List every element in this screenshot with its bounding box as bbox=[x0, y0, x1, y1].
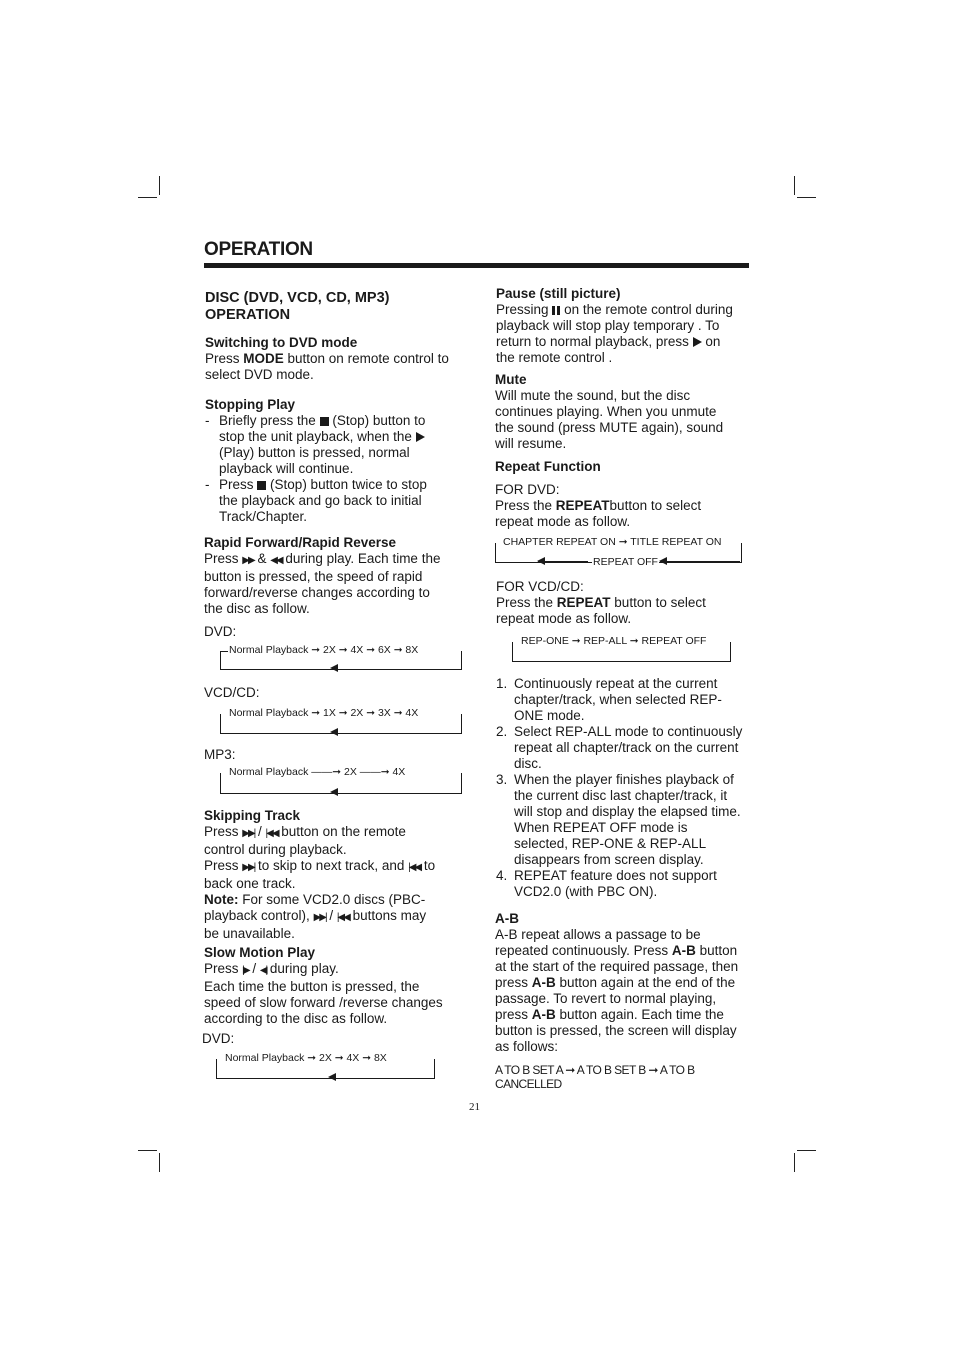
list-number: 1. bbox=[496, 676, 508, 691]
text-run: (Stop) button to bbox=[332, 413, 426, 428]
repeat-dvd-text bbox=[495, 482, 760, 530]
mute-title: Mute bbox=[495, 372, 527, 387]
text-line: continues playing. When you unmute bbox=[495, 404, 717, 419]
text-line: control during playback. bbox=[204, 842, 347, 857]
repeat-vcd-chain: REP-ONE ➞ REP-ALL ➞ REPEAT OFF bbox=[521, 635, 707, 647]
rapid-section bbox=[204, 535, 474, 617]
text-line: the sound (press MUTE again), sound bbox=[495, 420, 724, 435]
pause-icon bbox=[552, 306, 560, 315]
text-run: repeated continuously. Press bbox=[495, 943, 672, 958]
slow-dvd-label: DVD: bbox=[202, 1031, 235, 1046]
page-title: OPERATION bbox=[204, 239, 313, 260]
title-rule bbox=[204, 263, 749, 268]
list-item: - Briefly press the (Stop) button to stop the unit playback, when the (Play) button is pressed, normal playback will continue. bbox=[205, 413, 475, 477]
text-run: button to select bbox=[609, 498, 702, 513]
mp3-label: MP3: bbox=[204, 747, 236, 762]
skipping-text: Press ▶▶| / |◀◀ button on the remote control during playback. Press ▶▶| to skip to next track, and |◀◀ to back one track. Note: For some VCD2.0 discs (PBC- playback control), ▶▶| / |◀◀ buttons may be unavailable. bbox=[204, 824, 474, 942]
dvd-mode-title: Switching to DVD mode bbox=[205, 335, 358, 350]
note-label: Note: bbox=[204, 892, 239, 907]
stopping-section bbox=[205, 397, 475, 525]
text-run: Press bbox=[204, 551, 239, 566]
crop-mark-tr-h bbox=[797, 197, 816, 198]
text-line: chapter/track, when selected REP- bbox=[514, 692, 722, 707]
text-run: on bbox=[705, 334, 721, 349]
mp3-chain-loop bbox=[220, 773, 462, 794]
repeat-title: Repeat Function bbox=[495, 459, 601, 474]
text-run: Press the bbox=[496, 595, 557, 610]
dvd-mode-section bbox=[205, 335, 475, 383]
text-line: back one track. bbox=[204, 876, 296, 891]
text-line: speed of slow forward /reverse changes bbox=[204, 995, 443, 1010]
repeat-notes bbox=[496, 676, 761, 900]
ab-button-label: A-B bbox=[671, 943, 696, 958]
vcd-chain-loop bbox=[220, 714, 462, 734]
repeat-note-item bbox=[496, 868, 761, 900]
ab-button-label: A-B bbox=[531, 1007, 556, 1022]
fast-reverse-icon: ◀◀ bbox=[270, 555, 282, 566]
pause-text bbox=[496, 302, 761, 366]
text-run: press bbox=[495, 975, 532, 990]
fast-forward-icon: ▶▶ bbox=[242, 555, 254, 566]
text-run: Press bbox=[219, 477, 254, 492]
text-run: playback control), bbox=[204, 908, 310, 923]
text-run: Pressing bbox=[496, 302, 549, 317]
text-line: Track/Chapter. bbox=[219, 509, 308, 524]
text-line: button is pressed, the screen will display bbox=[495, 1023, 737, 1038]
text-run: Press bbox=[204, 858, 239, 873]
dvd-mode-text bbox=[205, 351, 475, 383]
stopping-title: Stopping Play bbox=[205, 397, 296, 412]
page-number: 21 bbox=[469, 1101, 480, 1113]
return-arrow bbox=[538, 561, 588, 562]
text-line: REPEAT feature does not support bbox=[514, 868, 717, 883]
text-run: to skip to next track, and bbox=[258, 858, 405, 873]
rapid-title: Rapid Forward/Rapid Reverse bbox=[204, 535, 397, 550]
text-line: will stop and display the elapsed time. bbox=[514, 804, 741, 819]
text-run: button on remote control to bbox=[283, 351, 449, 366]
text-line: Select REP-ALL mode to continuously bbox=[514, 724, 743, 739]
list-number: 3. bbox=[496, 772, 508, 787]
text-run: during play. Each time the bbox=[285, 551, 441, 566]
list-item: - Press (Stop) button twice to stop the playback and go back to initial Track/Chapter. bbox=[205, 477, 475, 525]
text-line: disc. bbox=[514, 756, 542, 771]
text-line: FOR DVD: bbox=[495, 482, 560, 497]
text-line: VCD2.0 (with PBC ON). bbox=[514, 884, 658, 899]
crop-mark-bl-v bbox=[159, 1153, 160, 1172]
mute-section bbox=[495, 372, 760, 452]
text-line: repeat mode as follow. bbox=[495, 514, 631, 529]
text-run: Press bbox=[205, 351, 244, 366]
prev-track-icon: |◀◀ bbox=[336, 912, 349, 923]
repeat-button-label: REPEAT bbox=[556, 595, 611, 610]
next-track-icon: ▶▶| bbox=[242, 862, 255, 873]
mode-button-label: MODE bbox=[243, 351, 284, 366]
ab-text bbox=[495, 927, 760, 1055]
text-line: playback will continue. bbox=[219, 461, 354, 476]
play-icon bbox=[416, 432, 425, 442]
repeat-dvd-chain: CHAPTER REPEAT ON ➞ TITLE REPEAT ON bbox=[503, 536, 722, 548]
text-run: press bbox=[495, 1007, 532, 1022]
next-track-icon: ▶▶| bbox=[242, 828, 255, 839]
repeat-section bbox=[495, 459, 760, 530]
return-arrow bbox=[660, 561, 740, 562]
ab-section bbox=[495, 911, 760, 1091]
text-run: buttons may bbox=[352, 908, 427, 923]
text-line: When REPEAT OFF mode is bbox=[514, 820, 688, 835]
dvd-speed-chain: Normal Playback ➞ 2X ➞ 4X ➞ 6X ➞ 8X bbox=[229, 644, 419, 656]
repeat-off-label: REPEAT OFF bbox=[593, 556, 658, 568]
crop-mark-tl-h bbox=[138, 197, 157, 198]
text-line: When the player finishes playback of bbox=[514, 772, 734, 787]
text-line: Each time the button is pressed, the bbox=[204, 979, 420, 994]
vcd-label: VCD/CD: bbox=[204, 685, 260, 700]
text-run: button on the remote bbox=[281, 824, 406, 839]
section-heading bbox=[205, 290, 475, 324]
text-line: selected, REP-ONE & REP-ALL bbox=[514, 836, 707, 851]
left-column bbox=[205, 290, 475, 324]
mp3-speed-chain: Normal Playback ——➞ 2X ——➞ 4X bbox=[229, 766, 406, 778]
slow-forward-icon: |▶ bbox=[242, 965, 249, 976]
slow-section bbox=[204, 945, 479, 1027]
text-line: forward/reverse changes according to bbox=[204, 585, 430, 600]
slow-reverse-icon: ◀| bbox=[259, 965, 267, 976]
heading-line: OPERATION bbox=[205, 307, 291, 323]
repeat-note-item bbox=[496, 724, 761, 772]
text-run: stop the unit playback, when the bbox=[219, 429, 412, 444]
slow-title: Slow Motion Play bbox=[204, 945, 316, 960]
text-line: Will mute the sound, but the disc bbox=[495, 388, 691, 403]
list-number: 2. bbox=[496, 724, 508, 739]
next-track-icon: ▶▶| bbox=[313, 912, 326, 923]
chain-tick bbox=[220, 651, 228, 652]
skipping-section bbox=[204, 808, 474, 942]
text-line: FOR VCD/CD: bbox=[496, 579, 584, 594]
ab-title: A-B bbox=[495, 911, 519, 926]
vcd-speed-chain: Normal Playback ➞ 1X ➞ 2X ➞ 3X ➞ 4X bbox=[229, 707, 419, 719]
text-line: Continuously repeat at the current bbox=[514, 676, 718, 691]
text-line: will resume. bbox=[495, 436, 567, 451]
text-line: A-B repeat allows a passage to be bbox=[495, 927, 701, 942]
text-line: at the start of the required passage, then bbox=[495, 959, 739, 974]
text-line: the current disc last chapter/track, it bbox=[514, 788, 728, 803]
heading-line: DISC (DVD, VCD, CD, MP3) bbox=[205, 290, 390, 306]
crop-mark-tr-v bbox=[794, 176, 795, 195]
mute-text bbox=[495, 388, 760, 452]
text-line: the playback and go back to initial bbox=[219, 493, 422, 508]
text-line: the disc as follow. bbox=[204, 601, 310, 616]
pause-title: Pause (still picture) bbox=[496, 286, 621, 301]
play-icon bbox=[693, 337, 702, 347]
text-line: according to the disc as follow. bbox=[204, 1011, 388, 1026]
repeat-vcd-text bbox=[496, 579, 761, 627]
rapid-text bbox=[204, 551, 474, 617]
text-run: Press bbox=[204, 824, 239, 839]
text-line: playback will stop play temporary . To bbox=[496, 318, 720, 333]
crop-mark-tl-v bbox=[159, 176, 160, 195]
crop-mark-br-h bbox=[797, 1150, 816, 1151]
stop-icon bbox=[257, 481, 266, 490]
slow-text: Press |▶ / ◀| during play. Each time the button is pressed, the speed of slow forward /reverse changes according to the disc as follow. bbox=[204, 961, 479, 1027]
text-line: as follows: bbox=[495, 1039, 559, 1054]
dvd-label: DVD: bbox=[204, 624, 237, 639]
text-line: repeat all chapter/track on the current bbox=[514, 740, 739, 755]
ab-button-label: A-B bbox=[531, 975, 556, 990]
text-line: select DVD mode. bbox=[205, 367, 314, 382]
text-line: passage. To revert to normal playing, bbox=[495, 991, 717, 1006]
text-line: disappears from screen display. bbox=[514, 852, 704, 867]
ab-chain: A TO B SET A ➞ A TO B SET B ➞ A TO B CANCELLED bbox=[495, 1063, 695, 1091]
repeat-note-item bbox=[496, 772, 761, 868]
text-run: (Stop) button twice to stop bbox=[270, 477, 427, 492]
text-run: to bbox=[423, 858, 436, 873]
text-run: Briefly press the bbox=[219, 413, 316, 428]
text-line: button is pressed, the speed of rapid bbox=[204, 569, 423, 584]
repeat-note-item bbox=[496, 676, 761, 724]
skipping-title: Skipping Track bbox=[204, 808, 301, 823]
text-line: (Play) button is pressed, normal bbox=[219, 445, 410, 460]
text-run: Press the bbox=[495, 498, 556, 513]
text-run: button to select bbox=[610, 595, 706, 610]
text-run: Press bbox=[204, 961, 239, 976]
slow-chain-loop bbox=[216, 1059, 435, 1079]
crop-mark-br-v bbox=[794, 1153, 795, 1172]
text-run: For some VCD2.0 discs (PBC- bbox=[238, 892, 426, 907]
prev-track-icon: |◀◀ bbox=[408, 862, 421, 873]
pause-section bbox=[496, 286, 761, 366]
text-run: button again. Each time the bbox=[555, 1007, 724, 1022]
slow-dvd-chain: Normal Playback ➞ 2X ➞ 4X ➞ 8X bbox=[225, 1052, 387, 1064]
dvd-chain-loop bbox=[220, 651, 462, 670]
text-line: the remote control . bbox=[496, 350, 613, 365]
prev-track-icon: |◀◀ bbox=[265, 828, 278, 839]
repeat-vcd-loop bbox=[512, 642, 731, 662]
text-run: & bbox=[257, 551, 267, 566]
stop-icon bbox=[320, 417, 329, 426]
text-line: repeat mode as follow. bbox=[496, 611, 632, 626]
text-run: return to normal playback, press bbox=[496, 334, 689, 349]
list-number: 4. bbox=[496, 868, 508, 883]
text-run: button again at the end of the bbox=[555, 975, 736, 990]
text-line: ONE mode. bbox=[514, 708, 585, 723]
repeat-button-label: REPEAT bbox=[555, 498, 610, 513]
text-run: during play. bbox=[269, 961, 339, 976]
text-run: on the remote control during bbox=[564, 302, 733, 317]
crop-mark-bl-h bbox=[138, 1150, 157, 1151]
text-run: button bbox=[695, 943, 738, 958]
text-line: be unavailable. bbox=[204, 926, 295, 941]
